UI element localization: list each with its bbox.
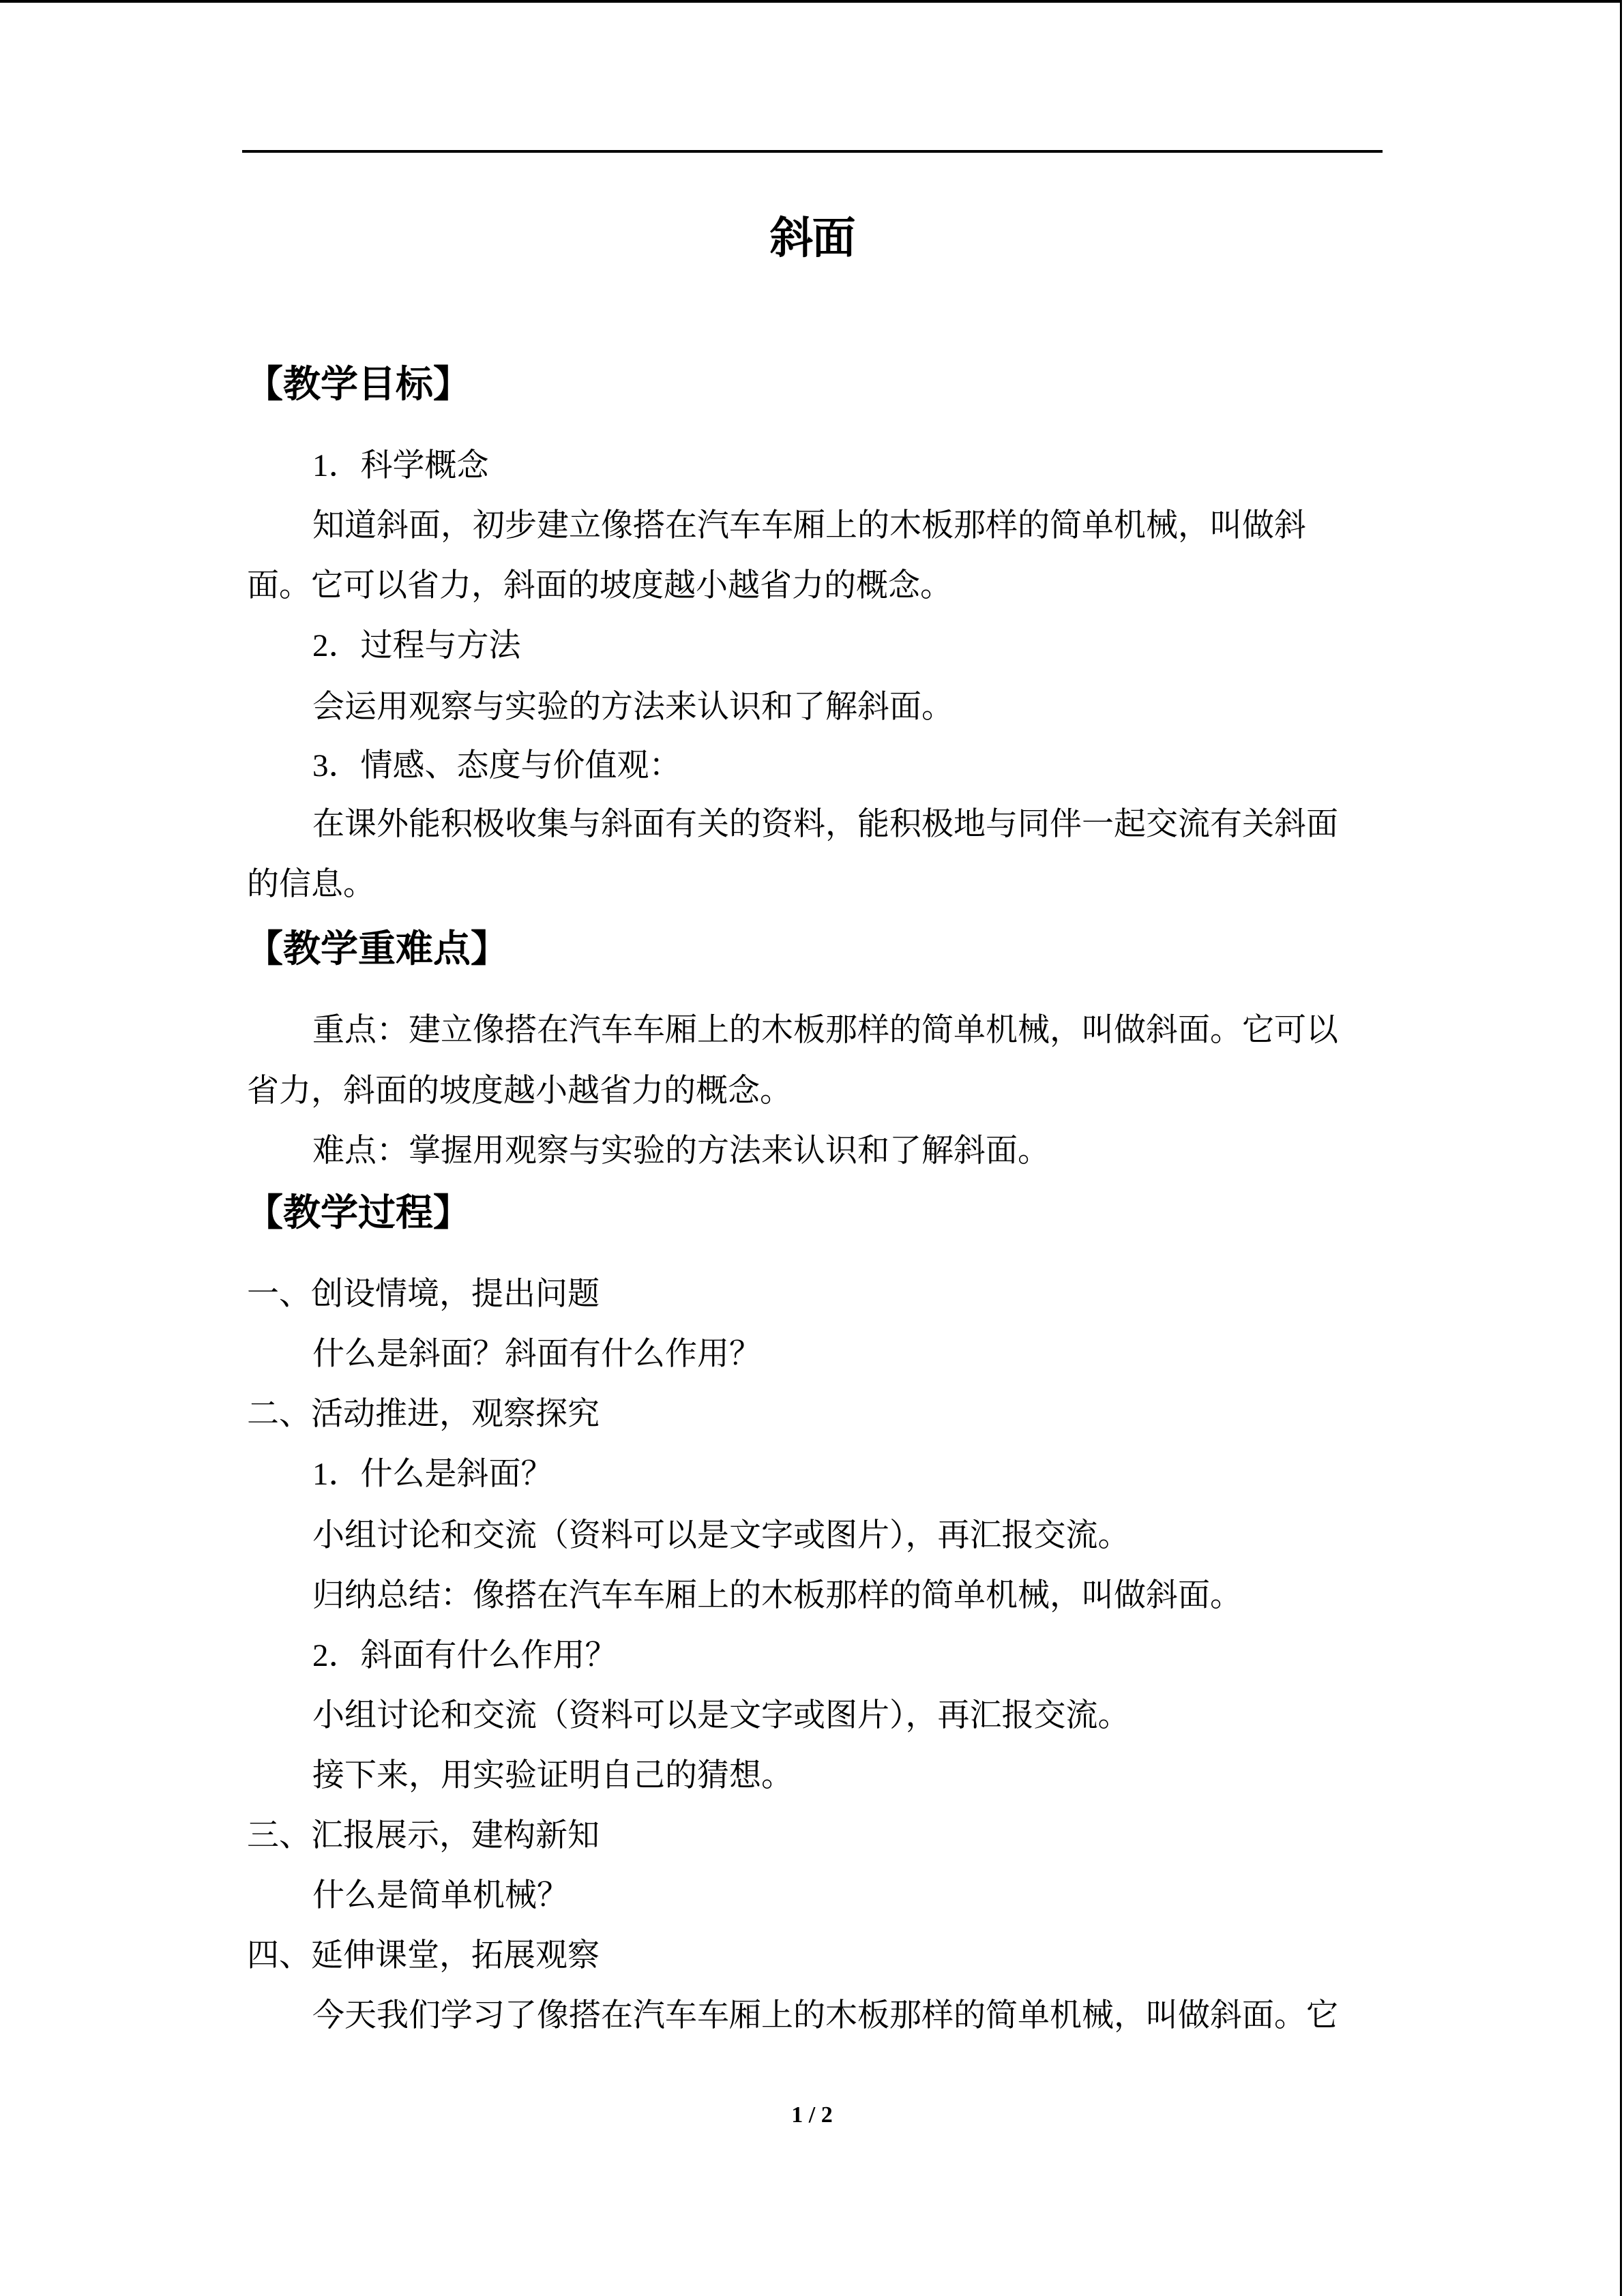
paragraph-line: 小组讨论和交流（资料可以是文字或图片），再汇报交流。 <box>312 1518 1130 1553</box>
paragraph-line: 1．科学概念 <box>312 448 489 483</box>
paragraph-line: 什么是斜面？斜面有什么作用？ <box>312 1337 761 1372</box>
paragraph-line: 难点：掌握用观察与实验的方法来认识和了解斜面。 <box>312 1133 1050 1169</box>
paragraph-line: 今天我们学习了像搭在汽车车厢上的木板那样的简单机械，叫做斜面。它 <box>312 1998 1338 2033</box>
paragraph-line: 2．过程与方法 <box>312 628 521 664</box>
paragraph-line: 小组讨论和交流（资料可以是文字或图片），再汇报交流。 <box>312 1698 1130 1733</box>
paragraph-line: 归纳总结：像搭在汽车车厢上的木板那样的简单机械，叫做斜面。 <box>312 1578 1242 1613</box>
header-rule <box>242 150 1383 153</box>
paragraph-line: 1．什么是斜面？ <box>312 1457 553 1492</box>
paragraph-line: 在课外能积极收集与斜面有关的资料，能积极地与同伴一起交流有关斜面 <box>312 807 1338 842</box>
paragraph-line: 面。它可以省力，斜面的坡度越小越省力的概念。 <box>247 568 952 603</box>
paragraph-line: 3．情感、态度与价值观： <box>312 748 681 784</box>
page-number: 1 / 2 <box>791 2102 833 2128</box>
step-heading: 四、延伸课堂，拓展观察 <box>247 1938 600 1973</box>
paragraph-line: 2．斜面有什么作用？ <box>312 1638 617 1673</box>
step-heading: 三、汇报展示，建构新知 <box>247 1818 600 1853</box>
paragraph-line: 什么是简单机械？ <box>312 1878 569 1913</box>
paragraph-line: 重点：建立像搭在汽车车厢上的木板那样的简单机械，叫做斜面。它可以 <box>312 1013 1338 1048</box>
step-heading: 二、活动推进，观察探究 <box>247 1397 600 1432</box>
paragraph-line: 的信息。 <box>247 867 375 902</box>
section-heading-process: 【教学过程】 <box>246 1191 471 1234</box>
paragraph-line: 知道斜面，初步建立像搭在汽车车厢上的木板那样的简单机械，叫做斜 <box>312 508 1306 543</box>
section-heading-objectives: 【教学目标】 <box>246 363 471 405</box>
paragraph-line: 会运用观察与实验的方法来认识和了解斜面。 <box>312 689 954 725</box>
section-heading-key-points: 【教学重难点】 <box>246 927 509 970</box>
paragraph-line: 省力，斜面的坡度越小越省力的概念。 <box>247 1073 792 1109</box>
paragraph-line: 接下来，用实验证明自己的猜想。 <box>312 1758 793 1793</box>
step-heading: 一、创设情境，提出问题 <box>247 1277 600 1312</box>
page-title: 斜面 <box>769 214 855 263</box>
